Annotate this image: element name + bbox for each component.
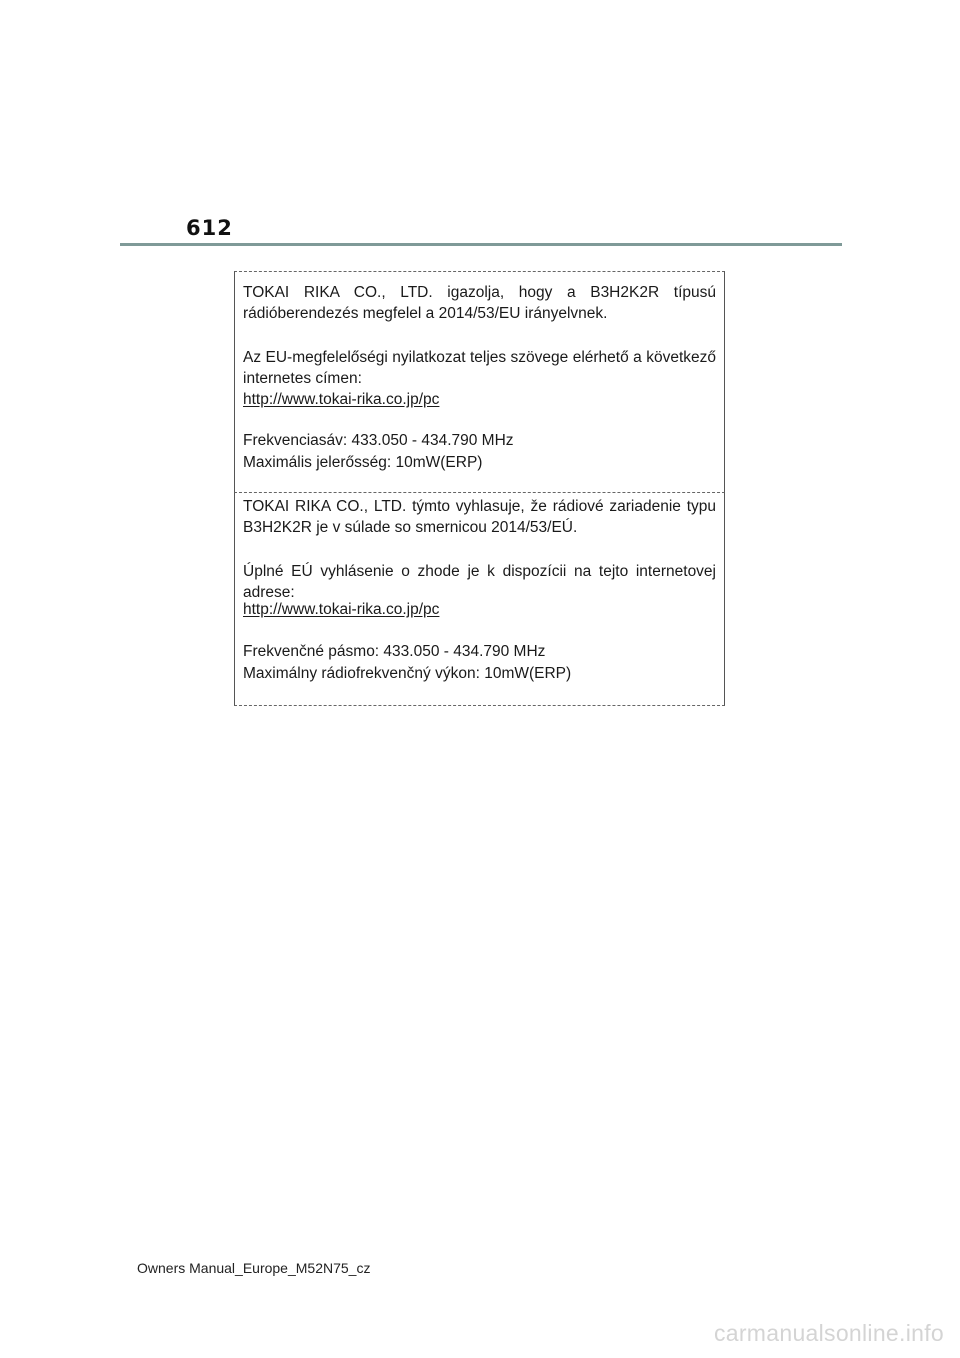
hungarian-power: Maximális jelerősség: 10mW(ERP) — [243, 454, 483, 471]
page-number: 612 — [186, 216, 233, 240]
hungarian-availability: Az EU-megfelelőségi nyilatkozat teljes szövege elérhető a következő internetes címen: — [243, 349, 716, 387]
slovak-statement: TOKAI RIKA CO., LTD. týmto vyhlasuje, že rádiové zariadenie typu B3H2K2R je v súlade so smernicou 2014/53/EÚ. — [243, 498, 716, 536]
hungarian-statement: TOKAI RIKA CO., LTD. igazolja, hogy a B3H2K2R típusú rádióberendezés megfelel a 2014/53/EU irányelvnek. — [243, 284, 716, 322]
slovak-power: Maximálny rádiofrekvenčný výkon: 10mW(ERP) — [243, 665, 572, 682]
header-rule — [120, 243, 842, 246]
watermark: carmanualsonline.info — [713, 1320, 944, 1346]
slovak-frequency: Frekvenčné pásmo: 433.050 - 434.790 MHz — [243, 643, 546, 660]
footer-manual-id: Owners Manual_Europe_M52N75_cz — [137, 1260, 371, 1276]
hungarian-frequency: Frekvenciasáv: 433.050 - 434.790 MHz — [243, 432, 514, 449]
hungarian-declaration-box — [234, 271, 725, 492]
hungarian-url-link[interactable]: http://www.tokai-rika.co.jp/pc — [243, 391, 440, 408]
slovak-availability: Úplné EÚ vyhlásenie o zhode je k dispozícii na tejto internetovej adrese: — [243, 563, 716, 601]
slovak-url-link[interactable]: http://www.tokai-rika.co.jp/pc — [243, 601, 440, 618]
slovak-declaration-box — [234, 492, 725, 706]
